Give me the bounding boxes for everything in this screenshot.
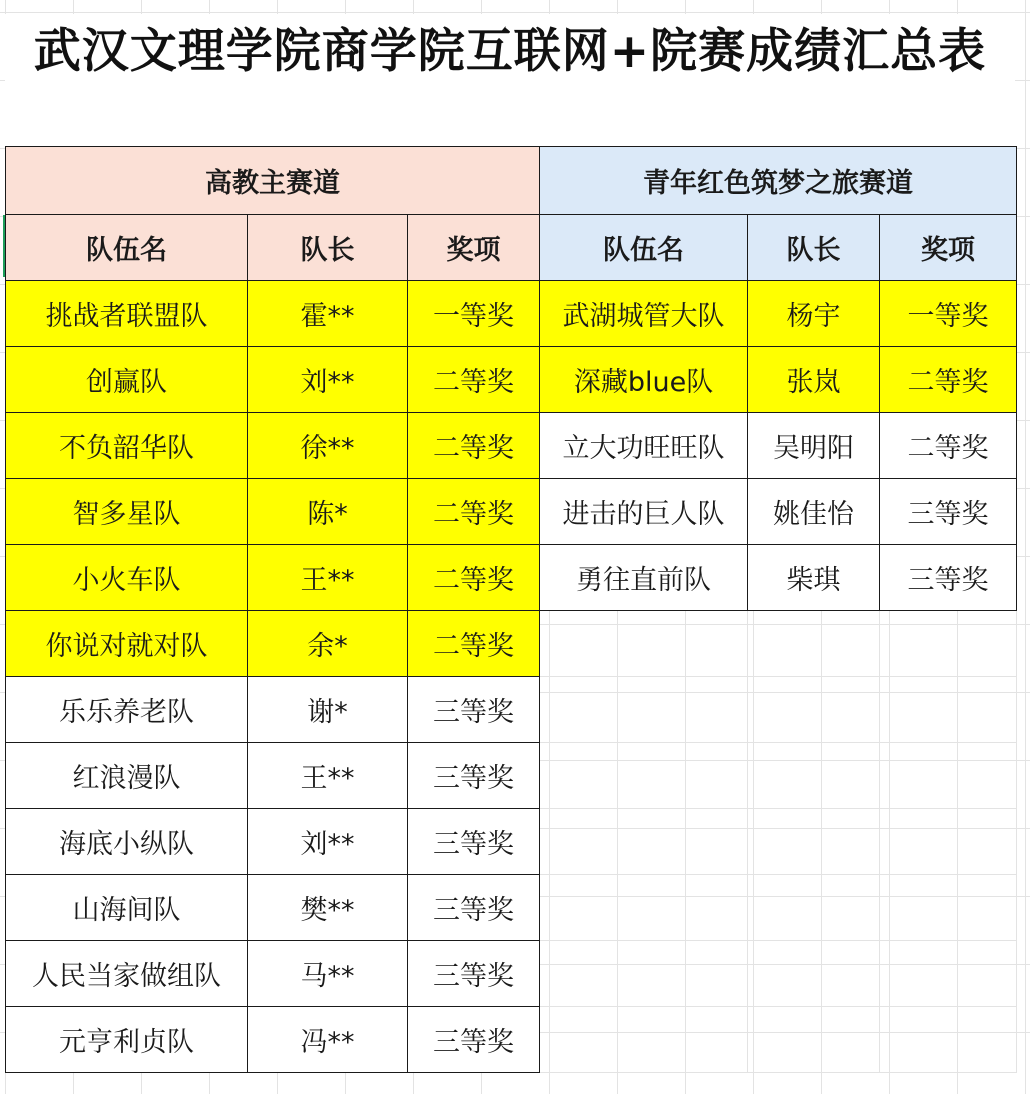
left-award-cell[interactable]: 三等奖 (408, 941, 540, 1007)
empty-cell[interactable] (748, 809, 880, 875)
empty-cell[interactable] (540, 875, 748, 941)
table-row (6, 677, 1017, 743)
empty-cell[interactable] (880, 611, 1017, 677)
section-header-row (6, 147, 1017, 215)
left-award-cell[interactable]: 二等奖 (408, 611, 540, 677)
right-award-cell[interactable]: 三等奖 (880, 479, 1017, 545)
empty-cell[interactable] (540, 611, 748, 677)
right-captain-cell[interactable]: 柴琪 (748, 545, 880, 611)
sheet-title: 武汉文理学院商学院互联网+院赛成绩汇总表 (5, 14, 1015, 146)
right-header-award[interactable]: 奖项 (880, 215, 1017, 281)
left-captain-cell[interactable]: 樊** (248, 875, 408, 941)
table-row (6, 809, 1017, 875)
left-captain-cell[interactable]: 王** (248, 743, 408, 809)
left-captain-cell[interactable]: 冯** (248, 1007, 408, 1073)
right-team-cell[interactable]: 勇往直前队 (540, 545, 748, 611)
empty-cell[interactable] (748, 677, 880, 743)
left-team-cell[interactable]: 挑战者联盟队 (6, 281, 248, 347)
right-captain-cell[interactable]: 张岚 (748, 347, 880, 413)
column-header-row (6, 215, 1017, 281)
table-row (6, 1007, 1017, 1073)
left-award-cell[interactable]: 三等奖 (408, 743, 540, 809)
empty-cell[interactable] (880, 743, 1017, 809)
left-captain-cell[interactable]: 霍** (248, 281, 408, 347)
left-award-cell[interactable]: 一等奖 (408, 281, 540, 347)
left-award-cell[interactable]: 二等奖 (408, 479, 540, 545)
empty-cell[interactable] (880, 941, 1017, 1007)
right-captain-cell[interactable]: 杨宇 (748, 281, 880, 347)
table-row (6, 347, 1017, 413)
left-captain-cell[interactable]: 刘** (248, 347, 408, 413)
left-track-name[interactable]: 高教主赛道 (6, 147, 540, 215)
left-header-captain[interactable]: 队长 (248, 215, 408, 281)
empty-cell[interactable] (748, 941, 880, 1007)
empty-cell[interactable] (540, 743, 748, 809)
left-award-cell[interactable]: 二等奖 (408, 413, 540, 479)
left-captain-cell[interactable]: 徐** (248, 413, 408, 479)
table-row (6, 743, 1017, 809)
right-award-cell[interactable]: 二等奖 (880, 347, 1017, 413)
left-captain-cell[interactable]: 刘** (248, 809, 408, 875)
right-team-cell[interactable]: 进击的巨人队 (540, 479, 748, 545)
table-row (6, 479, 1017, 545)
empty-cell[interactable] (540, 1007, 748, 1073)
left-award-cell[interactable]: 二等奖 (408, 347, 540, 413)
left-award-cell[interactable]: 三等奖 (408, 677, 540, 743)
left-award-cell[interactable]: 三等奖 (408, 809, 540, 875)
left-award-cell[interactable]: 二等奖 (408, 545, 540, 611)
results-table (5, 146, 1017, 1073)
left-team-cell[interactable]: 创赢队 (6, 347, 248, 413)
right-award-cell[interactable]: 一等奖 (880, 281, 1017, 347)
empty-cell[interactable] (880, 1007, 1017, 1073)
right-team-cell[interactable]: 深藏blue队 (540, 347, 748, 413)
table-row (6, 875, 1017, 941)
left-captain-cell[interactable]: 谢* (248, 677, 408, 743)
table-row (6, 281, 1017, 347)
table-row (6, 545, 1017, 611)
table-row (6, 941, 1017, 1007)
left-team-cell[interactable]: 小火车队 (6, 545, 248, 611)
empty-cell[interactable] (748, 1007, 880, 1073)
left-award-cell[interactable]: 三等奖 (408, 1007, 540, 1073)
right-team-cell[interactable]: 立大功旺旺队 (540, 413, 748, 479)
right-captain-cell[interactable]: 姚佳怡 (748, 479, 880, 545)
table-row (6, 413, 1017, 479)
left-team-cell[interactable]: 海底小纵队 (6, 809, 248, 875)
left-team-cell[interactable]: 智多星队 (6, 479, 248, 545)
left-team-cell[interactable]: 不负韶华队 (6, 413, 248, 479)
left-header-award[interactable]: 奖项 (408, 215, 540, 281)
empty-cell[interactable] (540, 941, 748, 1007)
empty-cell[interactable] (880, 809, 1017, 875)
left-team-cell[interactable]: 元亨利贞队 (6, 1007, 248, 1073)
left-team-cell[interactable]: 你说对就对队 (6, 611, 248, 677)
right-team-cell[interactable]: 武湖城管大队 (540, 281, 748, 347)
left-header-team[interactable]: 队伍名 (6, 215, 248, 281)
right-award-cell[interactable]: 二等奖 (880, 413, 1017, 479)
left-team-cell[interactable]: 山海间队 (6, 875, 248, 941)
right-header-captain[interactable]: 队长 (748, 215, 880, 281)
right-captain-cell[interactable]: 吴明阳 (748, 413, 880, 479)
left-team-cell[interactable]: 人民当家做组队 (6, 941, 248, 1007)
empty-cell[interactable] (880, 875, 1017, 941)
left-team-cell[interactable]: 红浪漫队 (6, 743, 248, 809)
empty-cell[interactable] (748, 875, 880, 941)
empty-cell[interactable] (748, 611, 880, 677)
left-captain-cell[interactable]: 余* (248, 611, 408, 677)
right-award-cell[interactable]: 三等奖 (880, 545, 1017, 611)
empty-cell[interactable] (540, 809, 748, 875)
left-team-cell[interactable]: 乐乐养老队 (6, 677, 248, 743)
left-award-cell[interactable]: 三等奖 (408, 875, 540, 941)
table-row (6, 611, 1017, 677)
left-captain-cell[interactable]: 陈* (248, 479, 408, 545)
right-header-team[interactable]: 队伍名 (540, 215, 748, 281)
right-track-name[interactable]: 青年红色筑梦之旅赛道 (540, 147, 1017, 215)
left-captain-cell[interactable]: 王** (248, 545, 408, 611)
empty-cell[interactable] (748, 743, 880, 809)
empty-cell[interactable] (540, 677, 748, 743)
empty-cell[interactable] (880, 677, 1017, 743)
left-captain-cell[interactable]: 马** (248, 941, 408, 1007)
